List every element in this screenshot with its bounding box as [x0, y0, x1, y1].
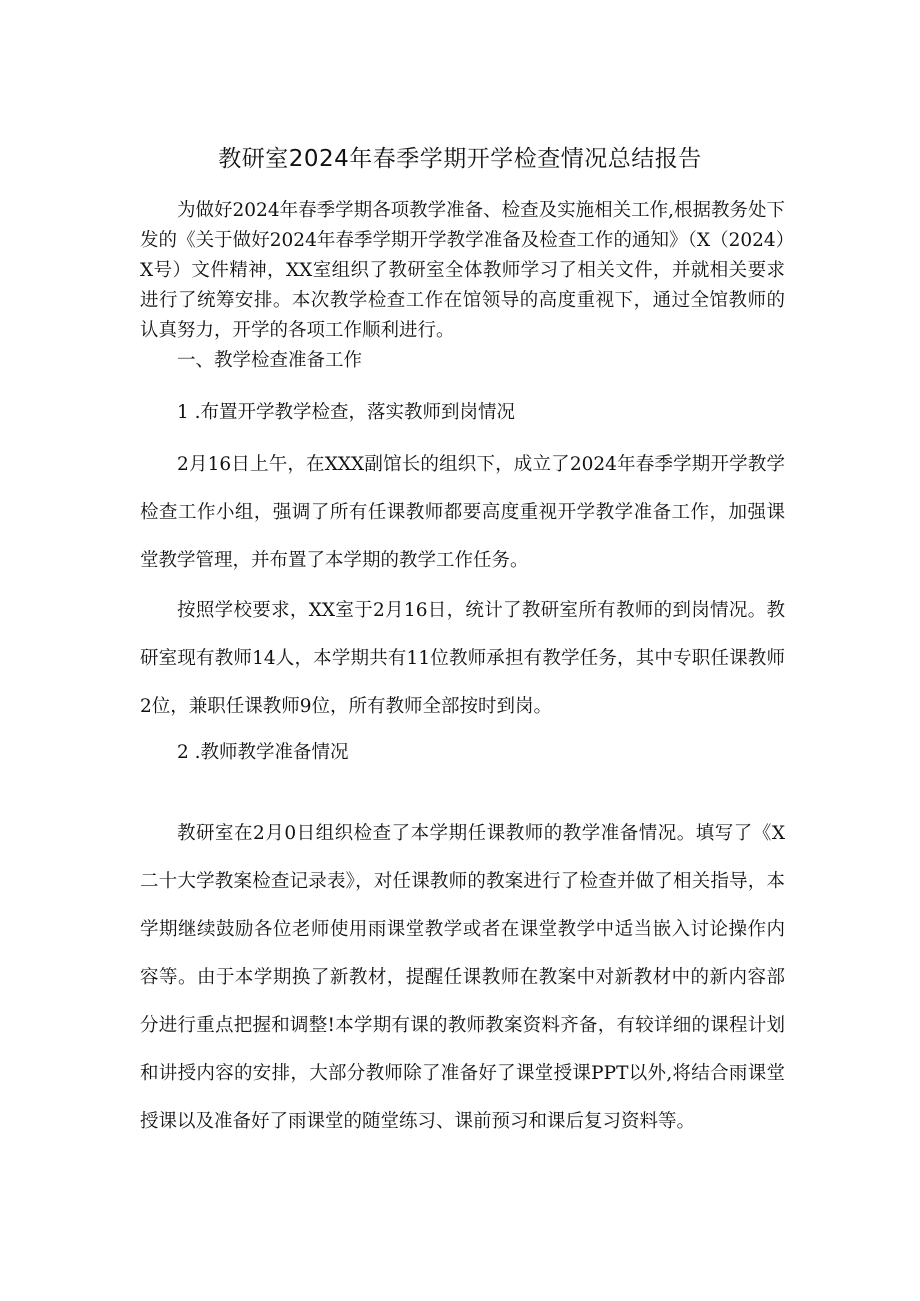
paragraph-1: 2月16日上午，在XXX副馆长的组织下，成立了2024年春季学期开学教学检查工作小组，强调了所有任课教师都要高度重视开学教学准备工作，加强课堂教学管理，并布置了本学期的教学工作任务。	[140, 454, 785, 571]
paragraph-2: 按照学校要求，XX室于2月16日，统计了教研室所有教师的到岗情况。教研室现有教师14人，本学期共有11位教师承担有教学任务，其中专职任课教师2位，兼职任课教师9位，所有教师全部按时到岗。	[140, 600, 785, 717]
subsection-heading-2: 2 .教师教学准备情况	[177, 742, 349, 763]
document-title: 教研室2024年春季学期开学检查情况总结报告	[218, 146, 702, 172]
paragraph-3: 教研室在2月0日组织检查了本学期任课教师的教学准备情况。填写了《X二十大学教案检查记录表》，对任课教师的教案进行了检查并做了相关指导，本学期继续鼓励各位老师使用雨课堂教学或者在课堂教学中适当嵌入讨论操作内容等。由于本学期换了新教材，提醒任课教师在教案中对新教材中的新内容部分进行重点把握和调整!本学期有课的教师教案资料齐备，有较详细的课程计划和讲授内容的安排，大部分教师除了准备好了课堂授课PPT以外,将结合雨课堂授课以及准备好了雨课堂的随堂练习、课前预习和课后复习资料等。	[140, 823, 785, 1132]
section-heading-1: 一、教学检查准备工作	[177, 350, 363, 371]
intro-paragraph: 为做好2024年春季学期各项教学准备、检查及实施相关工作,根据教务处下发的《关于做好2024年春季学期开学教学准备及检查工作的通知》（X（2024）X号）文件精神，XX室组织了教研室全体教师学习了相关文件，并就相关要求进行了统筹安排。本次教学检查工作在馆领导的高度重视下，通过全馆教师的认真努力，开学的各项工作顺利进行。	[140, 200, 785, 341]
subsection-heading-1: 1 .布置开学教学检查，落实教师到岗情况	[177, 402, 516, 423]
